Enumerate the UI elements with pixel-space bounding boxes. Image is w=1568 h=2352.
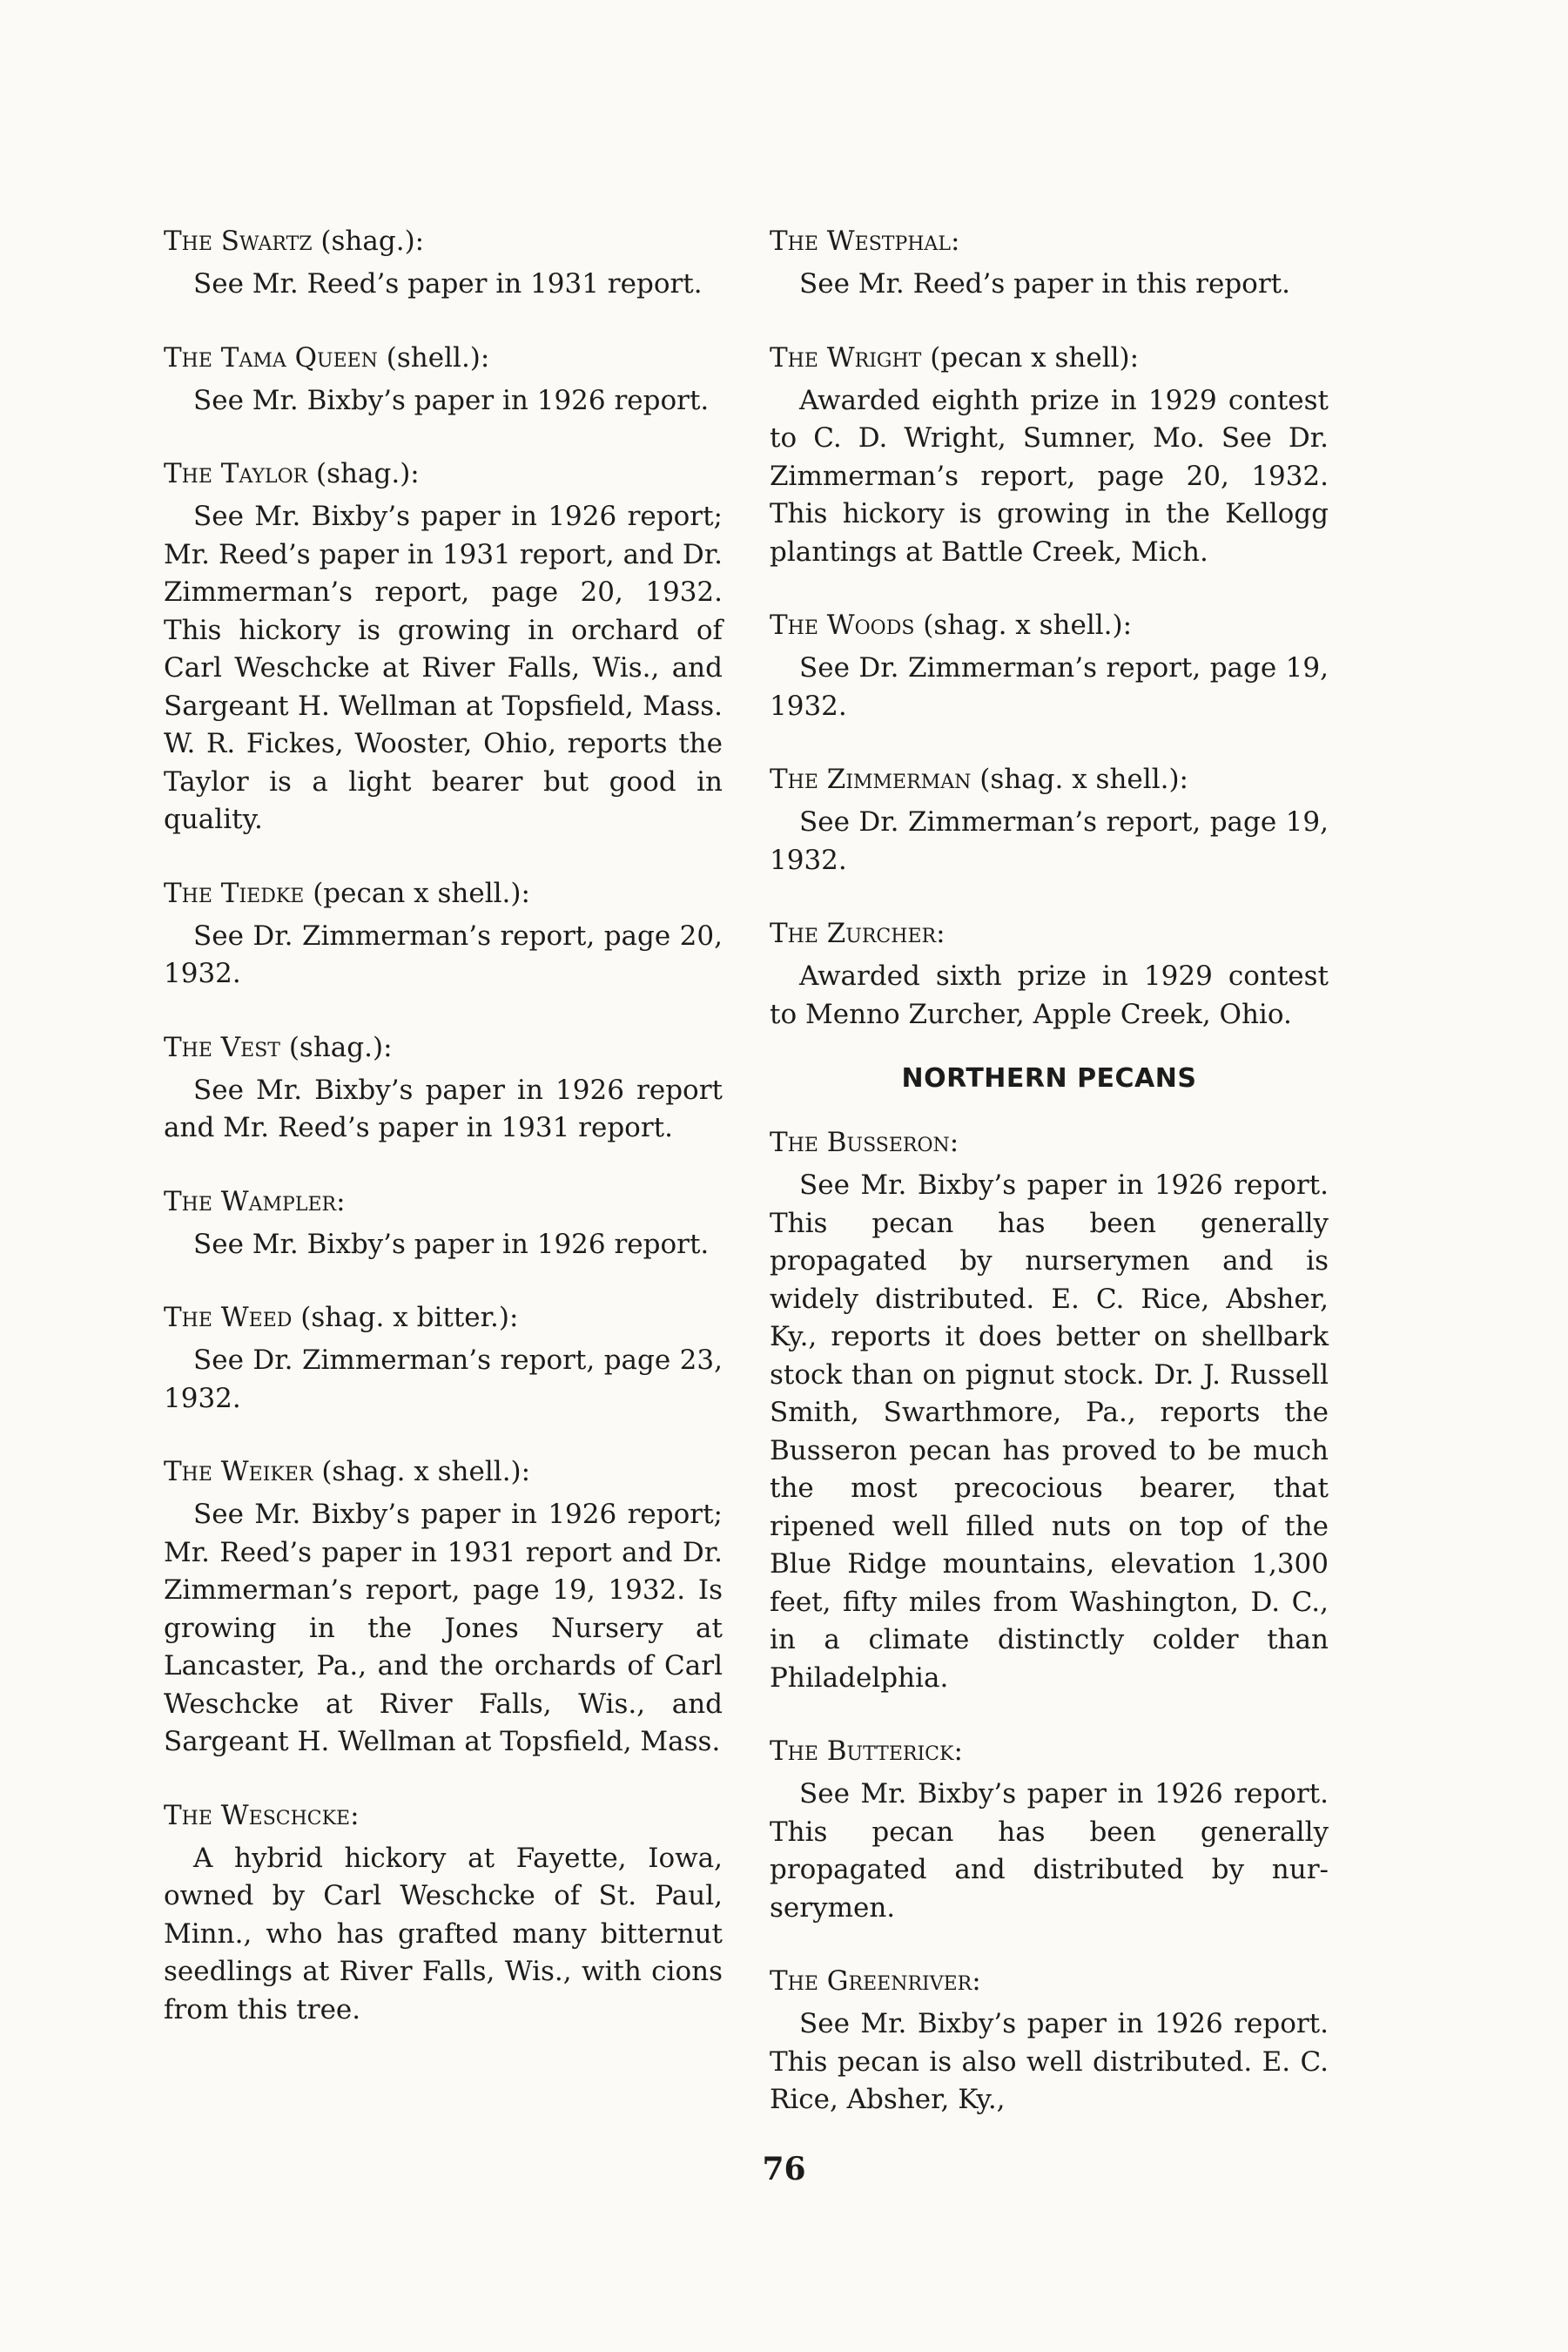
entry-text: See Dr. Zimmerman’s report, page 19, 1932. — [770, 652, 1329, 722]
entry-heading — [164, 1298, 723, 1337]
variety-qualifier: (shag.): — [316, 458, 420, 489]
entry-greenriver — [770, 1962, 1329, 2119]
entry-heading — [164, 1183, 723, 1221]
entry-tama-queen — [164, 339, 723, 421]
variety-qualifier: (pecan x shell.): — [313, 877, 530, 909]
entry-vest — [164, 1028, 723, 1148]
variety-name: The Taylor — [164, 458, 308, 489]
variety-qualifier: (shag. x bitter.): — [300, 1302, 519, 1333]
page-number: 76 — [762, 2151, 806, 2187]
entry-text: See Mr. Bixby’s paper in 1926 report and Mr. Reed’s paper in 1931 report. — [164, 1074, 723, 1143]
entry-heading — [164, 1028, 723, 1067]
entry-text: See Mr. Bixby’s paper in 1926 report; Mr. Reed’s paper in 1931 report and Dr. Zimmerman’s report, page 19, 1932. Is growing in the Jones Nursery at Lancaster, Pa., and the orchards of Carl Weschcke at River Falls, Wis., and Sargeant H. Wellman at Topsfield, Mass. — [164, 1499, 723, 1757]
variety-name: The Westphal — [770, 226, 951, 257]
entry-text: See Mr. Bixby’s paper in 1926 report. This pecan has been generally propagated by nurserymen and is widely distributed. E. C. Rice, Absher, Ky., reports it does better on shellbark stock than on pignut stock. Dr. J. Russell Smith, Swarthmore, Pa., reports the Busseron pecan has proved to be much the most precocious bearer, that ripened well filled nuts on top of the Blue Ridge mountains, elevation 1,300 feet, fifty miles from Washington, D. C., in a climate distinctly colder than Philadelphia. — [770, 1169, 1329, 1694]
entry-zurcher — [770, 914, 1329, 1034]
variety-name: The Wright — [770, 341, 922, 374]
variety-qualifier: : — [953, 1735, 963, 1767]
entry-heading — [164, 874, 723, 913]
section-title: NORTHERN PECANS — [901, 1063, 1197, 1094]
entry-heading — [164, 1796, 723, 1835]
entry-heading — [770, 760, 1329, 799]
variety-name: The Weschcke — [164, 1799, 351, 1831]
entry-heading — [770, 914, 1329, 953]
entry-wright — [770, 339, 1329, 572]
variety-qualifier: : — [936, 918, 946, 949]
entry-busseron — [770, 1123, 1329, 1697]
entry-westphal — [770, 222, 1329, 304]
entry-taylor — [164, 455, 723, 839]
variety-qualifier: (shell.): — [386, 341, 490, 374]
variety-qualifier: : — [949, 1127, 959, 1158]
entry-swartz — [164, 222, 723, 304]
variety-qualifier: : — [350, 1799, 360, 1831]
variety-name: The Vest — [164, 1031, 280, 1063]
entry-text: See Mr. Bixby’s paper in 1926 report. — [193, 1228, 710, 1260]
variety-name: The Wampler — [164, 1185, 337, 1217]
left-column — [164, 222, 723, 2064]
variety-qualifier: (shag. x shell.): — [923, 610, 1133, 641]
variety-name: The Busseron — [770, 1127, 950, 1158]
entry-zimmerman — [770, 760, 1329, 879]
variety-name: The Zurcher — [770, 918, 937, 949]
variety-qualifier: : — [972, 1965, 981, 1997]
entry-weed — [164, 1298, 723, 1418]
entry-heading — [770, 1962, 1329, 2000]
entry-text: See Dr. Zimmerman’s report, page 19, 1932. — [770, 806, 1329, 876]
variety-qualifier: : — [950, 226, 960, 257]
variety-name: The Tama Queen — [164, 341, 378, 374]
entry-text: See Dr. Zimmerman’s report, page 20, 1932. — [164, 920, 723, 989]
entry-heading — [770, 1123, 1329, 1162]
entry-heading — [164, 455, 723, 493]
variety-name: The Weiker — [164, 1456, 313, 1487]
entry-weschcke — [164, 1796, 723, 2030]
entry-wampler — [164, 1183, 723, 1264]
variety-name: The Butterick — [770, 1735, 954, 1767]
variety-name: The Greenriver — [770, 1965, 972, 1997]
entry-text: See Mr. Bixby’s paper in 1926 report; Mr. Reed’s paper in 1931 report, and Dr. Zimmerman’s report, page 20, 1932. This hickory is growing in orchard of Carl Weschcke at River Falls, Wis., and Sargeant H. Wellman at Topsfield, Mass. W. R. Fickes, Wooster, Ohio, reports the Taylor is a light bearer but good in quality. — [164, 501, 723, 835]
variety-qualifier: (shag. x shell.): — [321, 1456, 531, 1487]
entry-tiedke — [164, 874, 723, 994]
variety-name: The Tiedke — [164, 877, 305, 909]
entry-text: See Mr. Bixby’s paper in 1926 report. This pecan is also well distributed. E. C. Rice, Absher, Ky., — [770, 2008, 1329, 2115]
entry-text: See Mr. Reed’s paper in 1931 report. — [193, 268, 703, 300]
entry-heading — [164, 1452, 723, 1491]
variety-qualifier: : — [336, 1185, 346, 1217]
variety-qualifier: (shag. x shell.): — [979, 764, 1188, 795]
entry-text: Awarded sixth prize in 1929 contest to Menno Zurcher, Apple Creek, Ohio. — [770, 960, 1329, 1030]
variety-qualifier: (pecan x shell): — [930, 341, 1140, 374]
entry-heading — [770, 222, 1329, 260]
entry-text: A hybrid hickory at Fayette, Iowa, owned by Carl Weschcke of St. Paul, Minn., who has grafted many bitternut seedlings at River Falls, Wis., with cions from this tree. — [164, 1842, 723, 2025]
entry-weiker — [164, 1452, 723, 1762]
variety-name: The Swartz — [164, 226, 313, 257]
entry-heading — [770, 1732, 1329, 1770]
entry-text: Awarded eighth prize in 1929 contest to C. D. Wright, Sumner, Mo. See Dr. Zimmerman’s report, page 20, 1932. This hickory is growing in the Kellogg plantings at Battle Creek, Mich. — [770, 384, 1329, 568]
entry-text: See Mr. Reed’s paper in this report. — [799, 268, 1290, 300]
entry-text: See Mr. Bixby’s paper in 1926 report. This pecan has been generally propagated and distributed by nurserymen. — [770, 1778, 1329, 1924]
variety-name: The Woods — [770, 610, 915, 641]
entry-heading — [164, 222, 723, 260]
variety-qualifier: (shag.): — [288, 1031, 393, 1063]
variety-qualifier: (shag.): — [320, 226, 425, 257]
variety-name: The Weed — [164, 1302, 293, 1333]
entry-heading — [770, 606, 1329, 644]
entry-text: See Mr. Bixby’s paper in 1926 report. — [193, 384, 710, 416]
entry-text: See Dr. Zimmerman’s report, page 23, 1932. — [164, 1344, 723, 1414]
entry-butterick — [770, 1732, 1329, 1927]
entry-heading — [770, 339, 1329, 377]
variety-name: The Zimmerman — [770, 764, 972, 795]
entry-heading — [164, 339, 723, 377]
entry-woods — [770, 606, 1329, 725]
right-column — [770, 222, 1329, 2154]
